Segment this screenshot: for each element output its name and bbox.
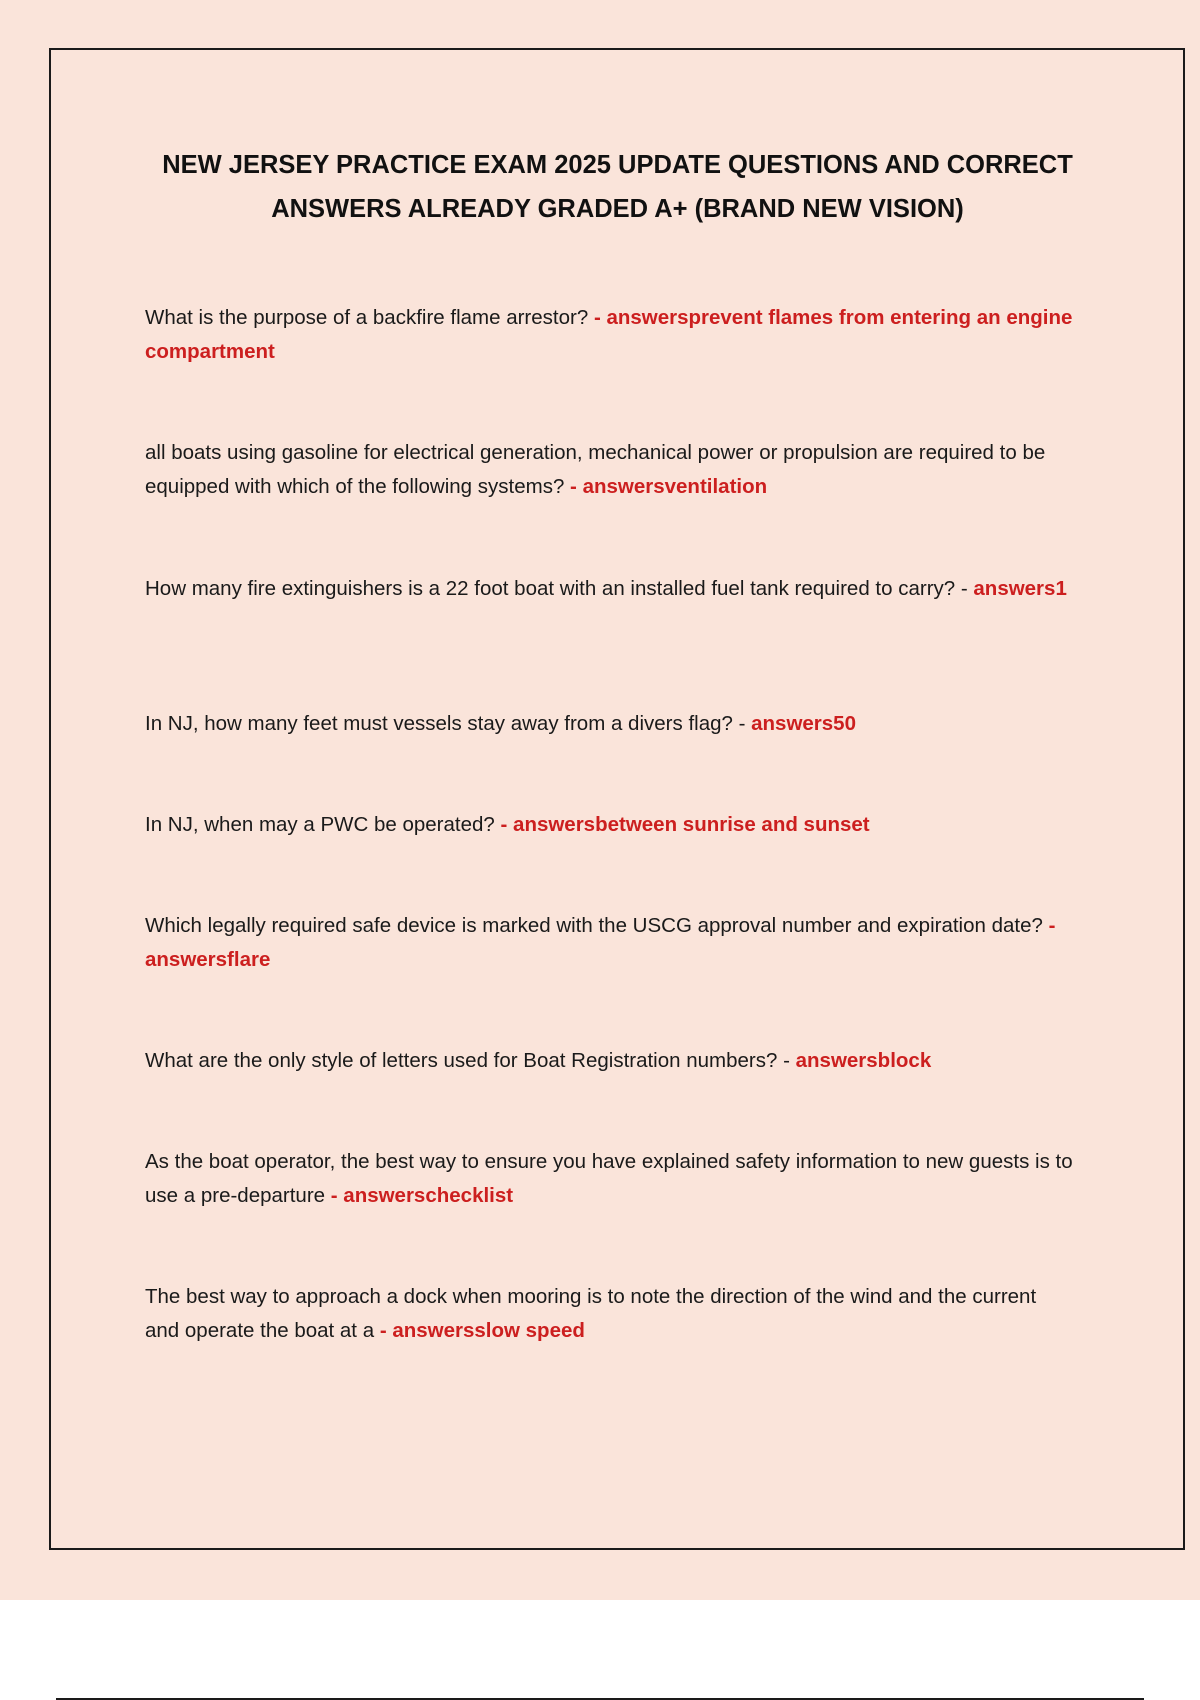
question-text: What are the only style of letters used for Boat Registration numbers? - — [145, 1049, 796, 1072]
answer-text: answers1 — [973, 577, 1067, 600]
document-title: NEW JERSEY PRACTICE EXAM 2025 UPDATE QUESTIONS AND CORRECT ANSWERS ALREADY GRADED A+ (BRAND NEW VISION) — [162, 151, 1073, 223]
question-text: What is the purpose of a backfire flame arrestor? — [145, 306, 594, 329]
question-text: In NJ, when may a PWC be operated? — [145, 813, 501, 836]
qa-item — [145, 909, 1075, 977]
qa-item — [145, 707, 1075, 741]
qa-item — [145, 436, 1075, 504]
qa-item — [145, 1044, 1075, 1078]
qa-item — [145, 808, 1075, 842]
question-text: Which legally required safe device is marked with the USCG approval number and expiration date? — [145, 914, 1049, 937]
question-text: How many fire extinguishers is a 22 foot boat with an installed fuel tank required to carry? - — [145, 577, 974, 600]
answer-text: - answersslow speed — [379, 1319, 585, 1342]
answer-text: - answersflare — [145, 914, 1056, 971]
question-text: As the boat operator, the best way to ensure you have explained safety information to new guests is to use a pre-departure — [145, 1150, 1073, 1207]
answer-text: - answersventilation — [570, 475, 768, 498]
answer-text: answers50 — [751, 712, 856, 735]
question-text: all boats using gasoline for electrical generation, mechanical power or propulsion are required to be equipped with which of the following systems? — [145, 441, 1046, 498]
answer-text: answersblock — [795, 1049, 932, 1072]
qa-item — [145, 1280, 1075, 1348]
qa-item — [145, 572, 1075, 606]
qa-item — [145, 301, 1075, 369]
question-text: The best way to approach a dock when mooring is to note the direction of the wind and the current and operate the boat at a — [145, 1285, 1037, 1342]
answer-text: - answersbetween sunrise and sunset — [500, 813, 870, 836]
answer-text: - answerschecklist — [330, 1184, 514, 1207]
question-text: In NJ, how many feet must vessels stay away from a divers flag? - — [145, 712, 752, 735]
qa-item — [145, 1145, 1075, 1213]
answer-text: - answersprevent flames from entering an engine compartment — [145, 306, 1073, 363]
